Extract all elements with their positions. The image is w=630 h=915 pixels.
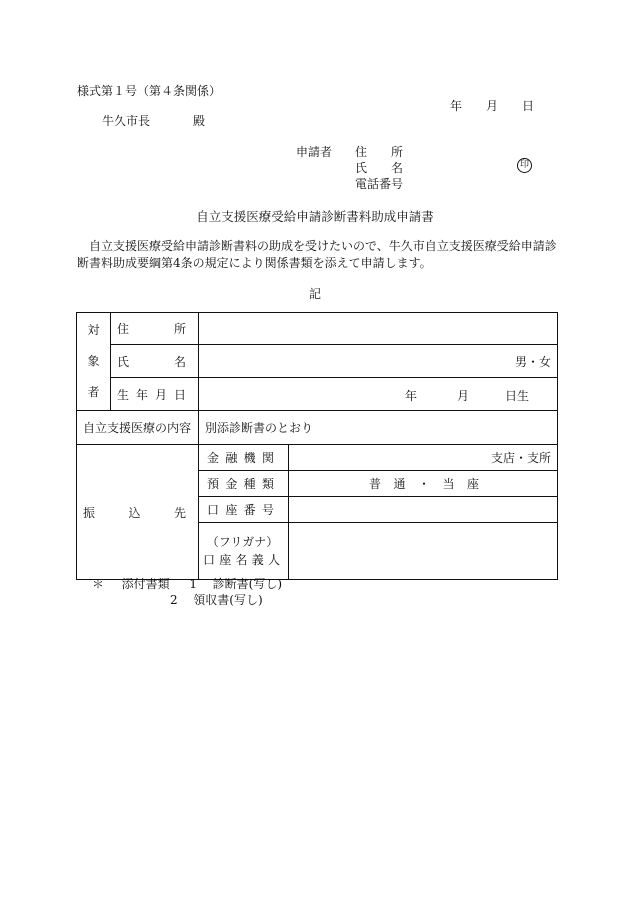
attachment-item-1-num: 1 [189,577,197,591]
applicant-label: 申請者 [296,145,333,159]
medical-content-value: 別添診断書のとおり [199,411,558,445]
form-number: 様式第１号（第４条関係） [77,84,222,98]
applicant-phone-label: 電話番号 [355,177,404,191]
honorific: 殿 [193,114,206,128]
target-name-input[interactable] [199,345,558,378]
target-person-label: 対 象 者 [77,313,111,411]
ki-heading: 記 [308,287,321,301]
bank-input[interactable] [289,445,558,471]
attachment-item-2-num: 2 [170,593,178,607]
attachment-label: 添付書類 [121,577,170,591]
birthdate-label-cell: 生 年 月 日 [111,378,199,411]
account-holder-input[interactable] [289,523,558,580]
attachments-note [92,576,282,608]
target-name-label-cell: 氏 名 [111,345,199,378]
account-number-input[interactable] [289,497,558,523]
gender-option[interactable]: 男・女 [514,354,551,369]
medical-content-label: 自立支援医療の内容 [77,411,199,445]
bank-label-cell: 金 融 機 関 [199,445,289,471]
attachment-mark: ＊ [92,577,105,591]
attachment-item-1-text: 診断書(写し) [212,577,283,591]
body-text: 自立支援医療受給申請診断書料の助成を受けたいので、牛久市自立支援医療受給申請診断書料助成要綱第4条の規定により関係書類を添えて申請します。 [77,239,557,270]
date-month: 月 [486,99,499,113]
account-number-label-cell: 口 座 番 号 [199,497,289,523]
deposit-type-options[interactable]: 普 通 ・ 当 座 [289,471,558,497]
birthdate-input[interactable]: 年 月 日生 [199,378,558,411]
target-address-input[interactable] [199,313,558,345]
applicant-name-label: 氏 名 [355,161,403,175]
addressee: 牛久市長 [102,114,151,128]
seal-mark: 印 [517,158,532,173]
target-address-label-cell: 住 所 [111,313,199,345]
deposit-type-label-cell: 預 金 種 類 [199,471,289,497]
attachment-item-2-text: 領収書(写し) [193,593,263,607]
applicant-address-label: 住 所 [355,145,403,159]
document-title: 自立支援医療受給申請診断書料助成申請書 [196,209,434,224]
application-form-table [76,312,558,580]
account-holder-label-cell: （フリガナ） 口 座 名 義 人 [199,523,289,580]
branch-option[interactable]: 支店・支所 [490,451,551,465]
date-year: 年 [450,99,463,113]
furigana-label: （フリガナ） [206,535,279,549]
transfer-destination-label: 振 込 先 [77,445,199,580]
date-day: 日 [522,99,535,113]
